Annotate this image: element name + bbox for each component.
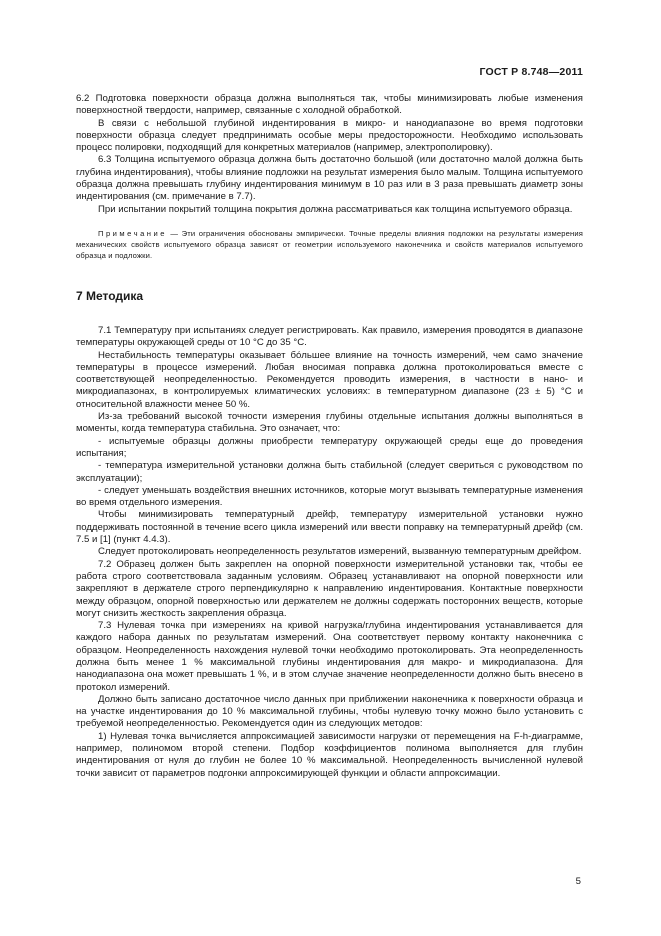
note-label: Примечание — [98, 228, 167, 238]
list-item: - испытуемые образцы должны приобрести температуру окружающей среды еще до проведения испытания; — [76, 435, 583, 459]
paragraph: 6.2 Подготовка поверхности образца должна выполняться так, чтобы минимизировать любые изменения поверхностной твердости, например, связанные с холодной обработкой. — [76, 93, 583, 117]
paragraph: В связи с небольшой глубиной индентирования в микро- и нанодиапазоне во время подготовки поверхности образца следует предпринимать особые меры предосторожности. Необходимо использовать процесс полировки, подходящий для конкретных материалов (например, электрополировку). — [76, 117, 583, 154]
paragraph: 7.2 Образец должен быть закреплен на опорной поверхности измерительной установки так, чтобы ее работа строго соответствовала заданным условиям. Образец устанавливают на опорной поверхности или закрепляют в держателе строго перпендикулярно к направлению индентирования. Контактные поверхности между образцом, опорной поверхностью или держателем не должны содержать посторонних веществ, которые могут снизить жесткость закрепления образца. — [76, 558, 583, 619]
paragraph: Чтобы минимизировать температурный дрейф, температуру измерительной установки нужно поддерживать постоянной в течение всего цикла измерений или ввести поправку на температурный дрейф (см. 7.5 и [1] (пункт 4.4.3). — [76, 509, 583, 546]
list-item: - температура измерительной установки должна быть стабильной (следует свериться с руководством по эксплуатации); — [76, 460, 583, 484]
paragraph: 6.3 Толщина испытуемого образца должна быть достаточно большой (или достаточно малой должна быть глубина индентирования), чтобы влияние подложки на результат измерения было малым. Толщина испытуемого образца должна превышать глубину индентирования минимум в 10 раз или в 3 раза превышать диаметр зоны индентирования (см. примечание в 7.7). — [76, 154, 583, 203]
paragraph: Должно быть записано достаточное число данных при приближении наконечника к поверхности образца и на участке индентирования до 10 % максимальной глубины, чтобы нулевую точку можно было установить с требуемой неопределенностью. Рекомендуется один из следующих методов: — [76, 693, 583, 730]
page-content — [76, 93, 583, 780]
note — [76, 228, 583, 261]
paragraph: 1) Нулевая точка вычисляется аппроксимацией зависимости нагрузки от перемещения на F-h-диаграмме, например, полиномом второй степени. Подбор коэффициентов полинома выполняется для глубин индентирования от нуля до глубин не более 10 % максимальной. Неопределенность вычисленной нулевой точки зависит от параметров подгонки аппроксимирующей функции и области аппроксимации. — [76, 730, 583, 779]
note-text: — Эти ограничения обоснованы эмпирически. Точные пределы влияния подложки на результаты измерения механических свойств испытуемого образца зависят от геометрии используемого наконечника и свойств материалов испытуемого образца и подложки. — [76, 228, 583, 260]
paragraph: Следует протоколировать неопределенность результатов измерений, вызванную температурным дрейфом. — [98, 546, 582, 558]
paragraph: Из-за требований высокой точности измерения глубины отдельные испытания должны выполняться в моменты, когда температура стабильна. Это означает, что: — [76, 411, 583, 435]
paragraph: 7.1 Температуру при испытаниях следует регистрировать. Как правило, измерения проводятся в диапазоне температуры окружающей среды от 10 °С до 35 °С. — [76, 324, 583, 349]
paragraph: При испытании покрытий толщина покрытия должна рассматриваться как толщина испытуемого образца. — [98, 203, 573, 215]
paragraph: Нестабильность температуры оказывает бо́льшее влияние на точность измерений, чем само значение температуры в процессе измерений. Любая вносимая поправка должна протоколироваться вместе с соответствующей неопределенностью. Рекомендуется проводить измерения, в частности в нано- и микродиапазонах, в контролируемых климатических условиях: в температурном диапазоне (23 ± 5) °С и относительной влажности менее 50 %. — [76, 349, 583, 410]
section-title: 7 Методика — [76, 288, 144, 303]
paragraph: 7.3 Нулевая точка при измерениях на кривой нагрузка/глубина индентирования устанавливается для каждого набора данных по результатам измерений. Она соответствует первому контакту наконечника с образцом. Неопределенность нахождения нулевой точки необходимо протоколировать. Эта неопределенность должна быть менее 1 % максимальной глубины индентирования для макро- и микродиапазона. Для нанодиапазона она может превышать 1 %, и в этом случае значение неопределенности должно быть внесено в протокол измерений. — [76, 620, 583, 693]
list-item: - следует уменьшать воздействия внешних источников, которые могут вызывать температурные изменения во время отдельного измерения. — [76, 484, 583, 509]
page-number: 5 — [575, 876, 581, 887]
document-code: ГОСТ Р 8.748—2011 — [479, 66, 583, 78]
